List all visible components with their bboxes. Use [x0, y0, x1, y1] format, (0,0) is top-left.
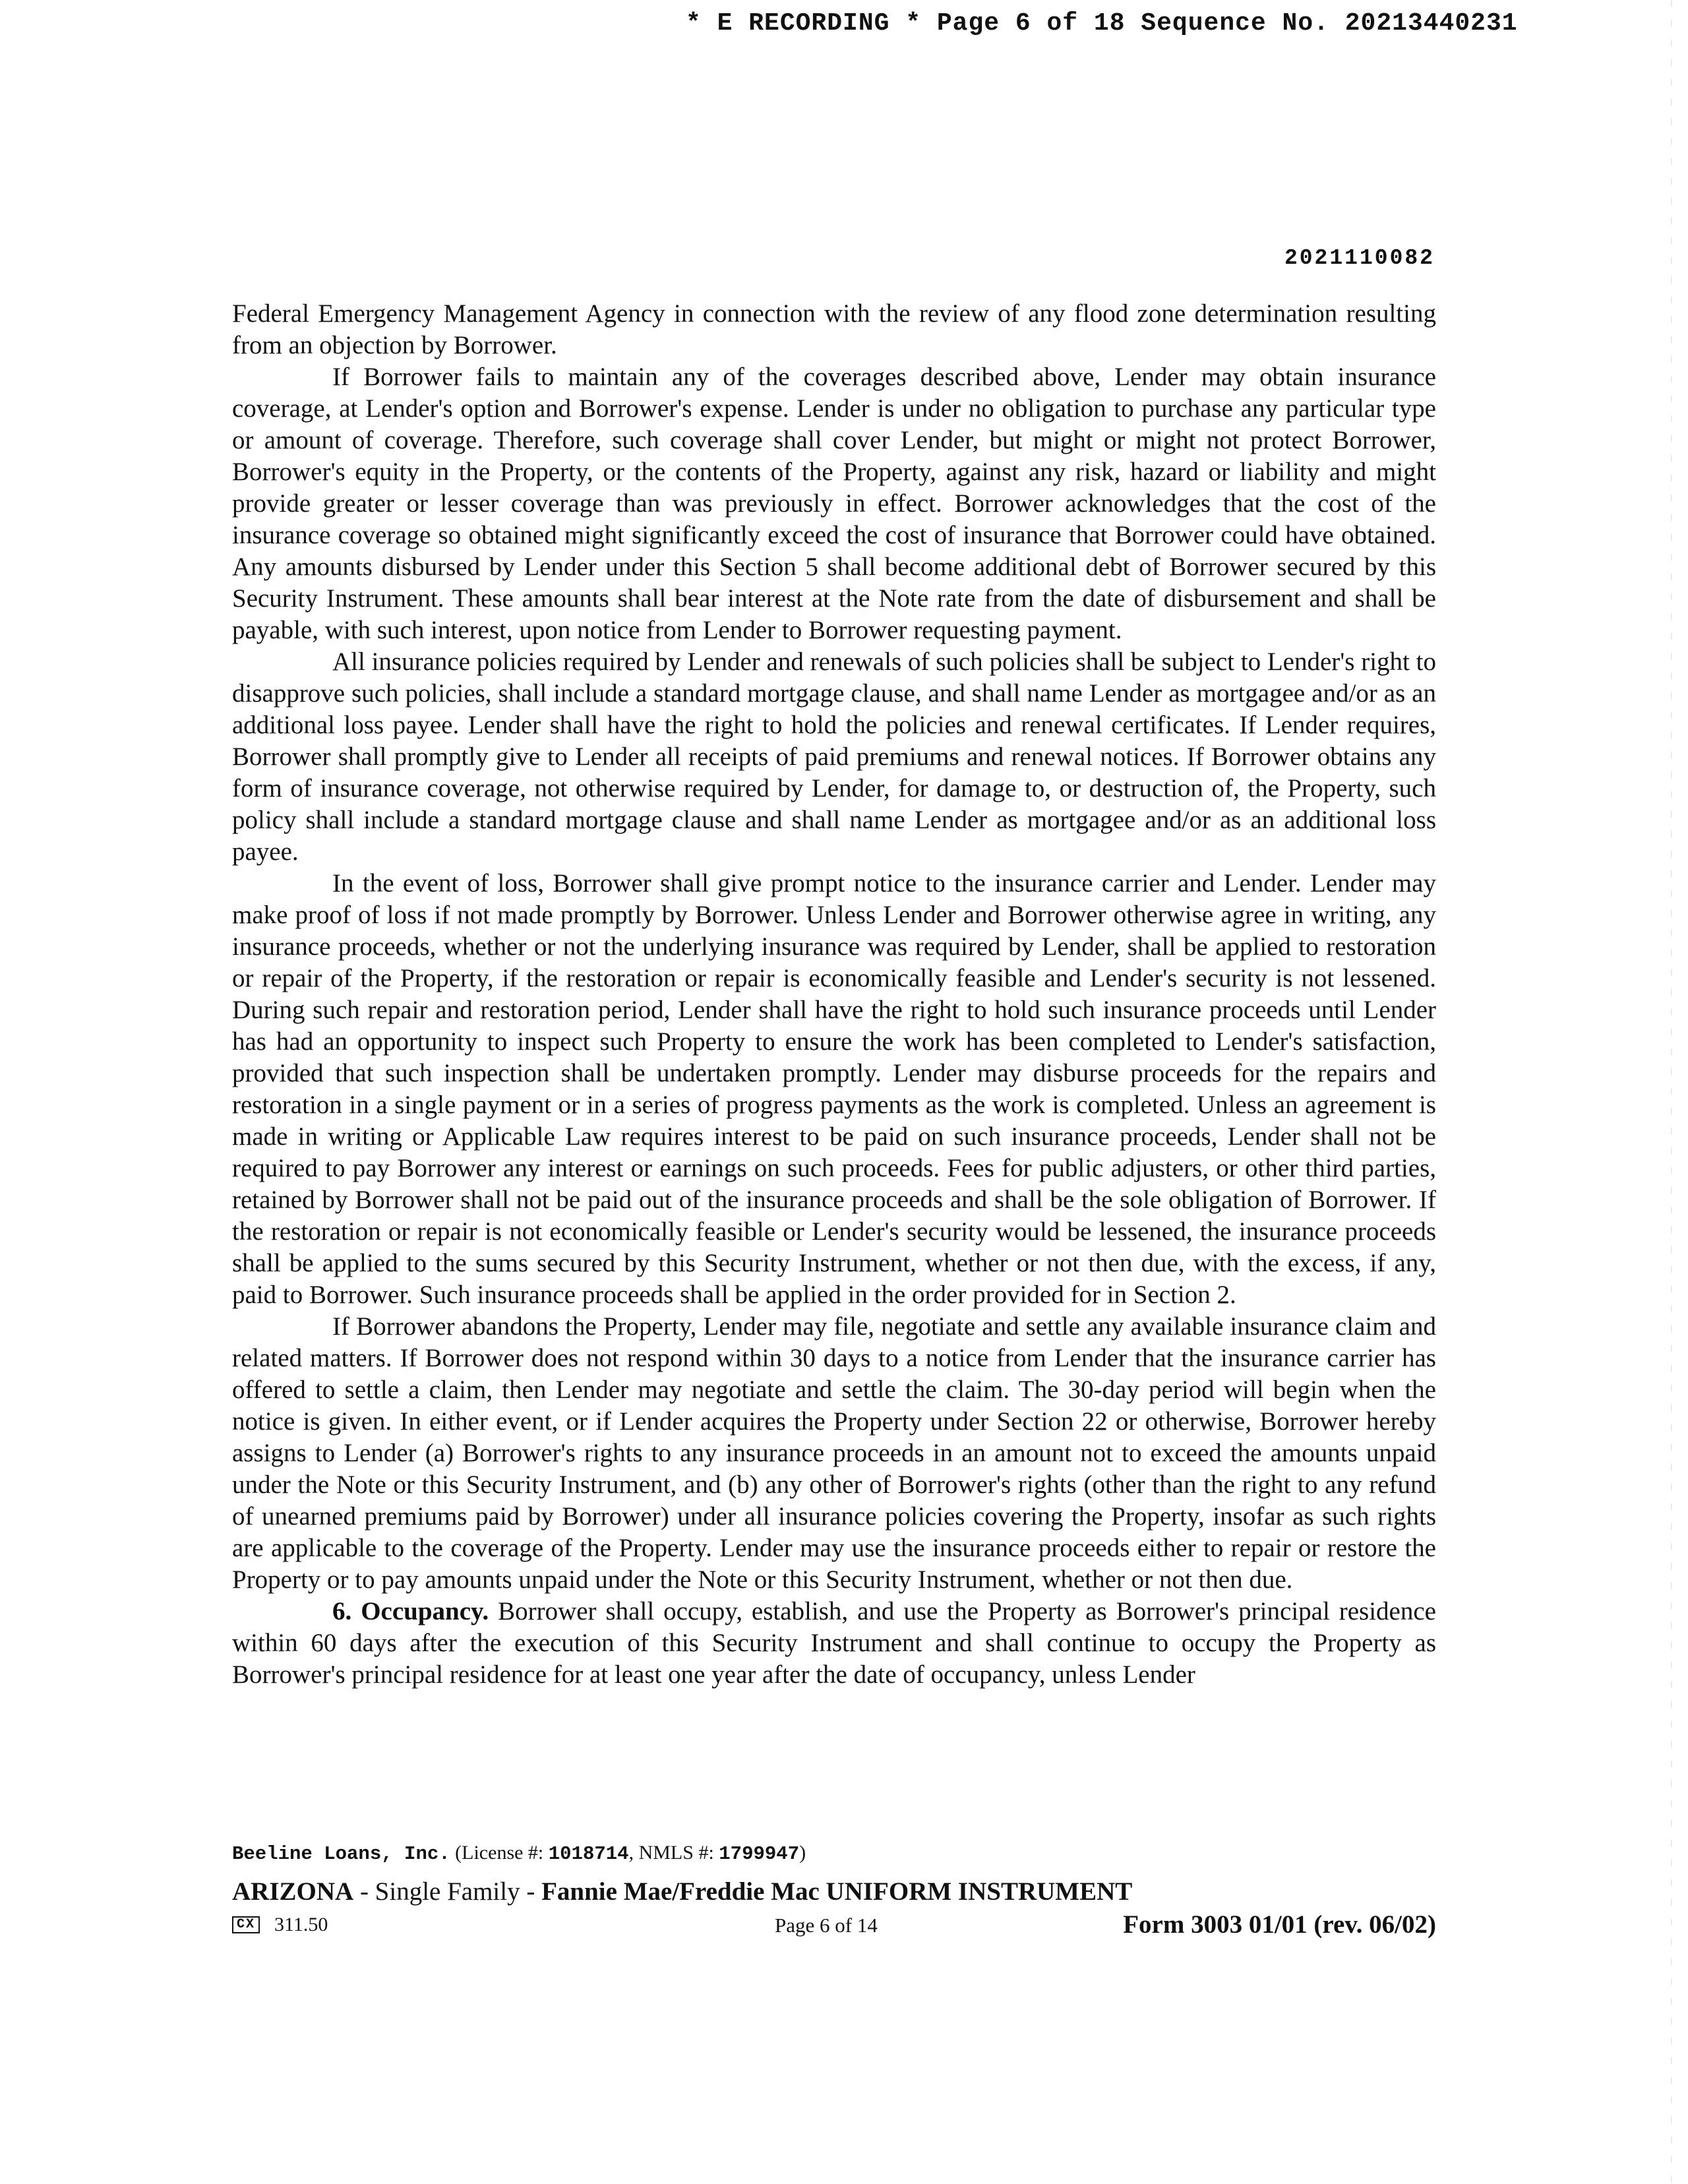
nmls-label: , NMLS #:: [628, 1842, 719, 1864]
page-number: Page 6 of 14: [775, 1914, 878, 1937]
paragraph-flood-zone: Federal Emergency Management Agency in connection with the review of any flood zone determination resulting from an objection by Borrower.: [232, 299, 1436, 359]
paragraph-event-of-loss: In the event of loss, Borrower shall give prompt notice to the insurance carrier and Lender. Lender may make proof of loss if not made promptly by Borrower. Unless Lender and Borrower otherwise agree in writing, any insurance proceeds, whether or not the underlying insurance was required by Lender, shall be applied to restoration or repair of the Property, if the restoration or repair is economically feasible and Lender's security is not lessened. During such repair and restoration period, Lender shall have the right to hold such insurance proceeds until Lender has had an opportunity to inspect such Property to ensure the work has been completed to Lender's satisfaction, provided that such inspection shall be undertaken promptly. Lender may disburse proceeds for the repairs and restoration in a single payment or in a series of progress payments as the work is completed. Unless an agreement is made in writing or Applicable Law requires interest to be paid on such insurance proceeds, Lender shall not be required to pay Borrower any interest or earnings on such proceeds. Fees for public adjusters, or other third parties, retained by Borrower shall not be paid out of the insurance proceeds and shall be the sole obligation of Borrower. If the restoration or repair is not economically feasible or Lender's security would be lessened, the insurance proceeds shall be applied to the sums secured by this Security Instrument, whether or not then due, with the excess, if any, paid to Borrower. Such insurance proceeds shall be applied in the order provided for in Section 2.: [232, 869, 1436, 1309]
footer-lender-line: [232, 1840, 1436, 1867]
license-label: (License #:: [450, 1842, 549, 1864]
form-description: - Single Family -: [353, 1877, 542, 1906]
form-code-number: 311.50: [274, 1914, 328, 1935]
paragraph-abandonment: If Borrower abandons the Property, Lender may file, negotiate and settle any available insurance claim and related matters. If Borrower does not respond within 30 days to a notice from Lender that the insurance carrier has offered to settle a claim, then Lender may negotiate and settle the claim. The 30-day period will begin when the notice is given. In either event, or if Lender acquires the Property under Section 22 or otherwise, Borrower hereby assigns to Lender (a) Borrower's rights to any insurance proceeds in an amount not to exceed the amounts unpaid under the Note or this Security Instrument, and (b) any other of Borrower's rights (other than the right to any refund of unearned premiums paid by Borrower) under all insurance policies covering the Property, insofar as such rights are applicable to the coverage of the Property. Lender may use the insurance proceeds either to repair or restore the Property or to pay amounts unpaid under the Note or this Security Instrument, whether or not then due.: [232, 1312, 1436, 1594]
license-number: 1018714: [548, 1843, 629, 1865]
cx-logo-icon: CX: [232, 1916, 260, 1933]
occupancy-text: Borrower shall occupy, establish, and use the Property as Borrower's principal residence within 60 days after the execution of this Security Instrument and shall continue to occupy the Property as Borrower's principal residence for at least one year after the date of occupancy, unless Lender: [232, 1597, 1436, 1689]
paragraph-coverage: If Borrower fails to maintain any of the coverages described above, Lender may obtain insurance coverage, at Lender's option and Borrower's expense. Lender is under no obligation to purchase any particular type or amount of coverage. Therefore, such coverage shall cover Lender, but might or might not protect Borrower, Borrower's equity in the Property, or the contents of the Property, against any risk, hazard or liability and might provide greater or lesser coverage than was previously in effect. Borrower acknowledges that the cost of the insurance coverage so obtained might significantly exceed the cost of insurance that Borrower could have obtained. Any amounts disbursed by Lender under this Section 5 shall become additional debt of Borrower secured by this Security Instrument. These amounts shall bear interest at the Note rate from the date of disbursement and shall be payable, with such interest, upon notice from Lender to Borrower requesting payment.: [232, 363, 1436, 644]
uniform-instrument: Fannie Mae/Freddie Mac UNIFORM INSTRUMENT: [541, 1877, 1133, 1906]
form-code: [232, 1914, 328, 1936]
footer-bottom-row: [232, 1910, 1436, 1943]
footer-form-title: [232, 1877, 1436, 1907]
document-number: 2021110082: [1284, 246, 1435, 270]
section-heading-occupancy: 6. Occupancy.: [332, 1597, 489, 1625]
document-body: [232, 298, 1436, 1691]
paragraph-occupancy: [232, 1596, 1436, 1691]
scan-edge-artifact: [1671, 0, 1672, 2184]
paragraph-insurance-policies: All insurance policies required by Lender and renewals of such policies shall be subject to Lender's right to disapprove such policies, shall include a standard mortgage clause, and shall name Lender as mortgagee and/or as an additional loss payee. Lender shall have the right to hold the policies and renewal certificates. If Lender requires, Borrower shall promptly give to Lender all receipts of paid premiums and renewal notices. If Borrower obtains any form of insurance coverage, not otherwise required by Lender, for damage to, or destruction of, the Property, such policy shall include a standard mortgage clause and shall name Lender as mortgagee and/or as an additional loss payee.: [232, 648, 1436, 866]
recording-header: * E RECORDING * Page 6 of 18 Sequence No. 20213440231: [686, 9, 1518, 38]
nmls-number: 1799947: [719, 1843, 800, 1865]
page-footer: [232, 1840, 1436, 1943]
closing-paren: ): [799, 1842, 806, 1864]
state-name: ARIZONA: [232, 1877, 354, 1906]
form-number: Form 3003 01/01 (rev. 06/02): [1123, 1910, 1436, 1939]
lender-name: Beeline Loans, Inc.: [232, 1843, 450, 1865]
